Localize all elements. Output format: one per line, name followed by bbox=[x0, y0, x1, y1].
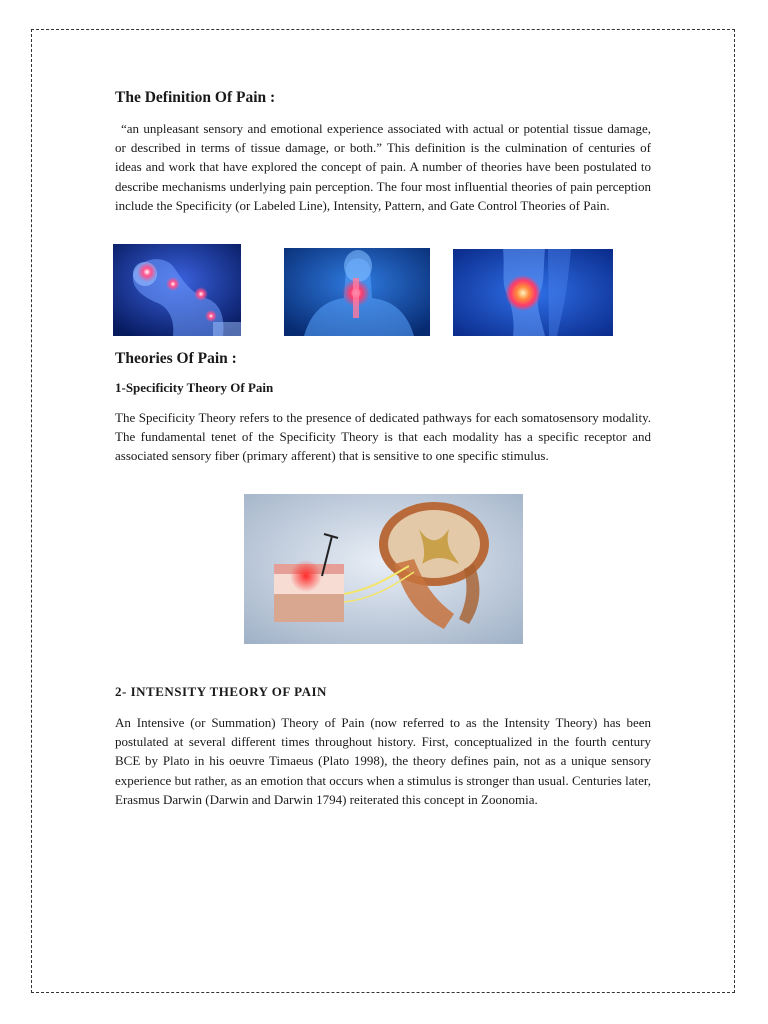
definition-heading: The Definition Of Pain : bbox=[115, 89, 276, 106]
theories-heading: Theories Of Pain : bbox=[115, 350, 237, 367]
spinal-cord-skin-image bbox=[244, 494, 523, 644]
intensity-text: An Intensive (or Summation) Theory of Pain (now referred to as the Intensity Theory) has been postulated at several different times throughout history. First, conceptualized in the fourth century BCE by Plato in his oeuvre Timaeus (Plato 1998), the theory defines pain, not as a unique sensory experience but rather, as an emotion that occurs when a stimulus is stronger than usual. Centuries later, Erasmus Darwin (Darwin and Darwin 1794) reiterated this concept in Zoonomia. bbox=[115, 715, 651, 807]
specificity-text: The Specificity Theory refers to the presence of dedicated pathways for each somatosensory modality. The fundamental tenet of the Specificity Theory is that each modality has a specific receptor and associated sensory fiber (primary afferent) that is sensitive to one specific stimulus. bbox=[115, 410, 651, 464]
definition-text: “an unpleasant sensory and emotional experience associated with actual or potential tissue damage, or described in terms of tissue damage, or both.” This definition is the culmination of centuries of ideas and work that have explored the concept of pain. A number of theories have been postulated to describe mechanisms underlying pain perception. The four most influential theories of pain perception include the Specificity (or Labeled Line), Intensity, Pattern, and Gate Control Theories of Pain. bbox=[115, 121, 651, 213]
neck-pain-image bbox=[284, 248, 430, 336]
specificity-heading: 1-Specificity Theory Of Pain bbox=[115, 380, 274, 395]
knee-pain-image bbox=[453, 249, 613, 336]
body-pain-image bbox=[113, 244, 241, 336]
intensity-heading: 2- INTENSITY THEORY OF PAIN bbox=[115, 684, 327, 699]
